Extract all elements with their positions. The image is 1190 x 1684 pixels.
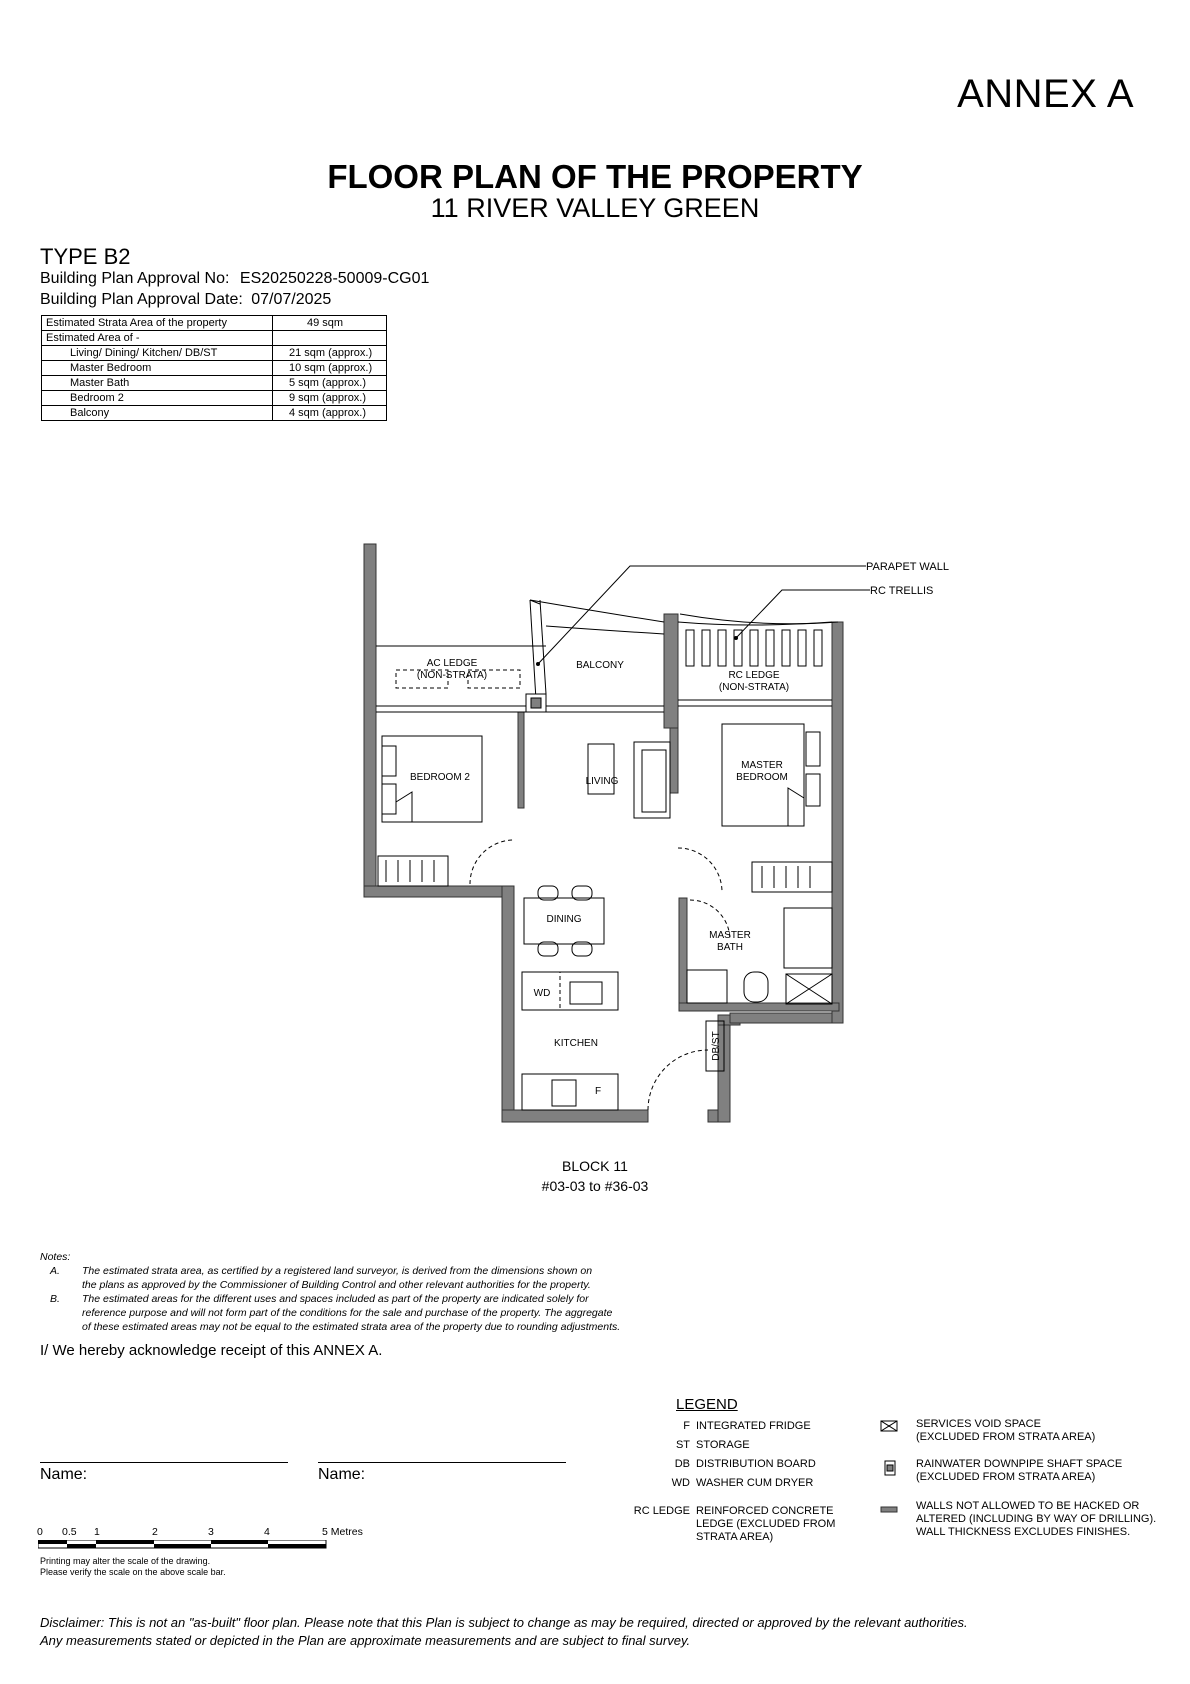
trellis-slats — [686, 630, 822, 666]
legend-desc-line: SERVICES VOID SPACE — [916, 1418, 1041, 1430]
legend-desc: INTEGRATED FRIDGE — [696, 1420, 811, 1432]
scale-tick: 0 — [37, 1526, 43, 1538]
signature-line-1 — [40, 1462, 288, 1463]
legend-symbol-desc — [916, 1418, 1095, 1444]
signature-line-2 — [318, 1462, 566, 1463]
scale-tick: 0.5 — [62, 1526, 77, 1538]
wardrobe-hatch — [386, 860, 810, 888]
area-row-label: Living/ Dining/ Kitchen/ DB/ST — [42, 346, 273, 361]
note-line: reference purpose and will not form part of the conditions for the sale and purchase of the property. The aggregate — [82, 1307, 613, 1319]
block-units: #03-03 to #36-03 — [541, 1178, 649, 1194]
dining-label: DINING — [546, 914, 582, 925]
disclaimer-line: Any measurements stated or depicted in the Plan are approximate measurements and are subject to final survey. — [40, 1633, 691, 1648]
approval-date-value: 07/07/2025 — [251, 291, 332, 308]
parapet-callout: PARAPET WALL — [866, 561, 949, 573]
note-a — [40, 1264, 720, 1292]
ac-ledge-label: AC LEDGE — [426, 658, 478, 669]
note-line: The estimated strata area, as certified by a registered land surveyor, is derived from the dimensions shown on — [82, 1265, 593, 1277]
project-name: 11 RIVER VALLEY GREEN — [430, 193, 760, 223]
note-letter: A. — [50, 1265, 60, 1277]
disclaimer — [40, 1614, 968, 1650]
area-row-value: 21 sqm (approx.) — [273, 346, 387, 361]
area-row-value: 4 sqm (approx.) — [273, 406, 387, 421]
note-text — [82, 1292, 720, 1334]
ac-units — [396, 670, 560, 1010]
scale-note-2: Please verify the scale on the above scale bar. — [40, 1567, 226, 1577]
room-labels — [410, 561, 949, 1097]
legend-desc-line: LEDGE (EXCLUDED FROM — [696, 1518, 836, 1530]
scale-tick: 1 — [94, 1526, 100, 1538]
rc-ledge-label: RC LEDGE — [728, 670, 780, 681]
legend-desc-line: RAINWATER DOWNPIPE SHAFT SPACE — [916, 1458, 1123, 1470]
unit-type: TYPE B2 — [40, 244, 131, 269]
notes-heading: Notes: — [40, 1251, 71, 1263]
scale-tick: 4 — [264, 1526, 270, 1538]
rc-ledge-sub: (NON-STRATA) — [718, 682, 790, 693]
kitchen-label: KITCHEN — [554, 1038, 598, 1049]
area-row-value: 9 sqm (approx.) — [273, 391, 387, 406]
scale-tick: 5 Metres — [322, 1526, 363, 1538]
area-row-value: 5 sqm (approx.) — [273, 376, 387, 391]
legend-desc: WASHER CUM DRYER — [696, 1477, 814, 1489]
area-row-value: 10 sqm (approx.) — [273, 361, 387, 376]
master-sub: BEDROOM — [736, 772, 788, 783]
acknowledgement: I/ We hereby acknowledge receipt of this ANNEX A. — [40, 1342, 383, 1359]
plan-walls — [364, 544, 843, 1122]
legend-title: LEGEND — [676, 1396, 738, 1413]
legend-symbol-desc — [916, 1500, 1156, 1539]
note-line: of these estimated areas may not be equal to the estimated strata area of the property due to rounding adjustments. — [82, 1321, 621, 1333]
area-row-label: Master Bedroom — [42, 361, 273, 376]
bedroom2-label: BEDROOM 2 — [409, 772, 471, 783]
note-b — [40, 1292, 720, 1334]
scale-tick: 2 — [152, 1526, 158, 1538]
scale-tick: 3 — [208, 1526, 214, 1538]
trellis-callout: RC TRELLIS — [870, 585, 934, 597]
approval-no-value: ES20250228-50009-CG01 — [239, 270, 430, 287]
legend-desc-line: WALLS NOT ALLOWED TO BE HACKED OR — [916, 1500, 1140, 1512]
balcony-label: BALCONY — [576, 660, 624, 671]
legend-code: F — [683, 1420, 690, 1432]
legend-desc-line: STRATA AREA) — [696, 1531, 774, 1543]
legend-desc: STORAGE — [696, 1439, 750, 1451]
area-row-label: Master Bath — [42, 376, 273, 391]
legend-desc: DISTRIBUTION BOARD — [696, 1458, 816, 1470]
strata-label: Estimated Strata Area of the property — [42, 316, 273, 331]
legend-code: ST — [675, 1439, 690, 1451]
note-letter: B. — [50, 1293, 60, 1305]
wall-hatch-icon — [880, 1506, 900, 1514]
approval-no-label: Building Plan Approval No: — [40, 270, 230, 287]
name-label-1: Name: — [40, 1466, 88, 1483]
note-text — [82, 1264, 720, 1292]
master-label: MASTER — [741, 760, 783, 771]
legend-desc — [696, 1505, 835, 1544]
callout-leaders — [538, 566, 870, 664]
note-line: the plans as approved by the Commissioner of Building Control and other relevant authorities for the property. — [82, 1279, 591, 1291]
approval-date-label: Building Plan Approval Date: — [40, 291, 243, 308]
legend-code: DB — [674, 1458, 690, 1470]
services-void-icon — [880, 1420, 900, 1434]
master-bath-label: MASTER — [709, 930, 751, 941]
disclaimer-line: Disclaimer: This is not an "as-built" floor plan. Please note that this Plan is subject to change as may be required, directed or approved by the relevant authorities. — [40, 1615, 968, 1630]
legend-desc-line: REINFORCED CONCRETE — [696, 1505, 834, 1517]
dbst-label: DB/ST — [711, 1031, 722, 1061]
rainwater-downpipe-icon — [884, 1460, 898, 1476]
note-line: The estimated areas for the different uses and spaces included as part of the property are indicated solely for — [82, 1293, 589, 1305]
scale-bar — [38, 1540, 328, 1552]
legend-code: WD — [671, 1477, 690, 1489]
area-row-label: Balcony — [42, 406, 273, 421]
annex-label: ANNEX A — [957, 72, 1134, 116]
legend-desc-line: (EXCLUDED FROM STRATA AREA) — [916, 1431, 1096, 1443]
area-row-label: Bedroom 2 — [42, 391, 273, 406]
master-bath-sub: BATH — [717, 942, 743, 953]
name-label-2: Name: — [318, 1466, 366, 1483]
legend-desc-line: ALTERED (INCLUDING BY WAY OF DRILLING). — [916, 1513, 1157, 1525]
strata-value: 49 sqm — [273, 316, 387, 331]
breakdown-label: Estimated Area of - — [42, 331, 273, 346]
legend-desc-line: (EXCLUDED FROM STRATA AREA) — [916, 1471, 1096, 1483]
fridge-label: F — [594, 1086, 602, 1097]
legend-symbol-desc — [916, 1458, 1122, 1484]
page-title: FLOOR PLAN OF THE PROPERTY — [327, 158, 863, 195]
scale-note-1: Printing may alter the scale of the drawing. — [40, 1556, 211, 1566]
legend-desc-line: WALL THICKNESS EXCLUDES FINISHES. — [916, 1526, 1131, 1538]
block-name: BLOCK 11 — [562, 1158, 628, 1174]
legend-code: RC LEDGE — [633, 1505, 690, 1517]
ac-ledge-sub: (NON-STRATA) — [416, 670, 488, 681]
wd-label: WD — [533, 988, 551, 999]
notes — [40, 1250, 720, 1334]
living-label: LIVING — [585, 776, 619, 787]
